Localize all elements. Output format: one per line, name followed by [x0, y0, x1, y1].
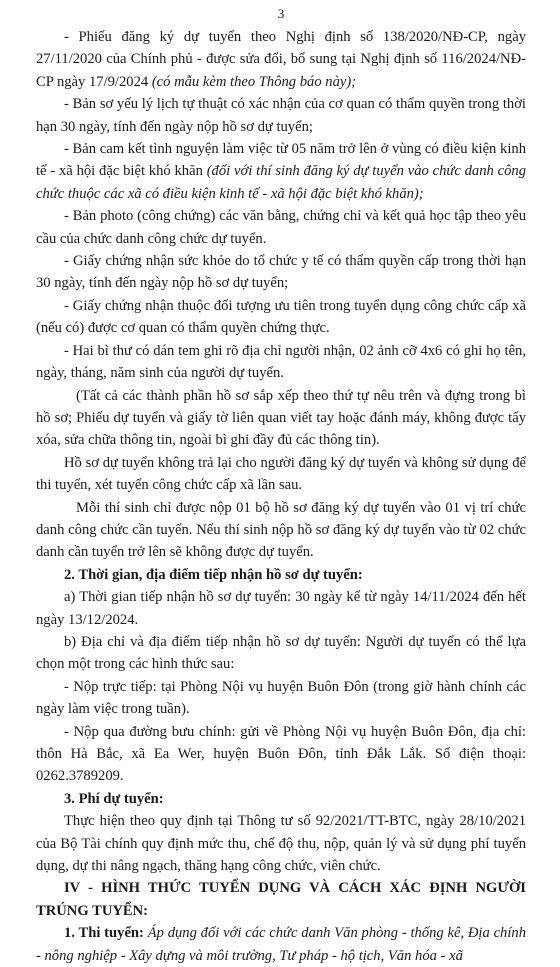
section-2-heading: 2. Thời gian, địa điểm tiếp nhận hồ sơ dự tuyển: [64, 566, 363, 583]
dossier-one-set: Mỗi thí sinh chỉ được nộp 01 bộ hồ sơ đăng ký dự tuyển vào 01 vị trí chức danh công chức cần tuyển. Nếu thí sinh nộp hồ sơ đăng ký dự tuyển vào từ 02 chức danh cần tuyển trở lên sẽ không được dự tuyển. [36, 499, 526, 561]
section-2-direct: - Nộp trực tiếp: tại Phòng Nội vụ huyện Buôn Đôn (trong giờ hành chính các ngày làm việc trong tuần). [36, 678, 526, 718]
section-4-exam [36, 922, 526, 967]
requirement-note: (có mẫu kèm theo Thông báo này); [151, 73, 357, 90]
section-3-body: Thực hiện theo quy định tại Thông tư số 92/2021/TT-BTC, ngày 28/10/2021 của Bộ Tài chính quy định mức thu, chế độ thu, nộp, quản lý và sử dụng phí tuyển dụng, dự thi nâng ngạch, thăng hạng công chức, viên chức. [36, 813, 526, 875]
requirement-diplomas: - Bản photo (công chứng) các văn bằng, chứng chỉ và kết quả học tập theo yêu cầu của chức danh công chức dự tuyển. [36, 208, 526, 247]
section-4-exam-body: Áp dụng đối với các chức danh Văn phòng - thống kê, Địa chính - nông nghiệp - Xây dựng và môi trường, Tư pháp - hộ tịch, Văn hóa - xã [36, 925, 526, 964]
requirement-text: - Phiếu đăng ký dự tuyển theo Nghị định số 138/2020/NĐ-CP, ngày 27/11/2020 của Chính phủ - được sửa đổi, bổ sung tại Nghị định số 116/2024/NĐ-CP ngày 17/9/2024 [36, 29, 526, 90]
requirement-note: (đối với thí sinh đăng ký dự tuyển vào chức danh công chức thuộc các xã có điều kiện kinh tế - xã hội đặc biệt khó khăn); [36, 163, 526, 202]
section-2-address: b) Địa chỉ và địa điểm tiếp nhận hồ sơ dự tuyển: Người dự tuyển có thể lựa chọn một trong các hình thức sau: [36, 633, 526, 673]
page-number: 3 [277, 6, 285, 21]
requirement-commitment [36, 138, 526, 205]
dossier-no-return: Hồ sơ dự tuyển không trả lại cho người đăng ký dự tuyển và không sử dụng để thi tuyển, xét tuyển công chức cấp xã lần sau. [36, 454, 526, 494]
requirement-cv: - Bản sơ yếu lý lịch tự thuật có xác nhận của cơ quan có thẩm quyền trong thời hạn 30 ngày, tính đến ngày nộp hồ sơ dự tuyển; [36, 96, 526, 135]
section-4-exam-label: 1. Thi tuyển: [64, 925, 144, 942]
section-3-heading: 3. Phí dự tuyển: [64, 790, 164, 807]
section-2-post: - Nộp qua đường bưu chính: gửi về Phòng Nội vụ huyện Buôn Đôn, địa chỉ: thôn Hà Bắc, xã Ea Wer, huyện Buôn Đôn, tỉnh Đắk Lắk. Số điện thoại: 0262.3789209. [36, 723, 526, 785]
requirement-health-certificate: - Giấy chứng nhận sức khỏe do tổ chức y tế có thẩm quyền cấp trong thời hạn 30 ngày, tính đến ngày nộp hồ sơ dự tuyển; [36, 253, 526, 292]
section-2-time: a) Thời gian tiếp nhận hồ sơ dự tuyển: 30 ngày kể từ ngày 14/11/2024 đến hết ngày 13/12/2024. [36, 589, 526, 628]
requirement-envelopes-photos: - Hai bì thư có dán tem ghi rõ địa chỉ người nhận, 02 ảnh cỡ 4x6 có ghi họ tên, ngày, tháng, năm sinh của người dự tuyển. [36, 342, 526, 382]
dossier-note: (Tất cả các thành phần hồ sơ sắp xếp theo thứ tự nêu trên và đựng trong bì hồ sơ; Phiếu dự tuyển và giấy tờ liên quan viết tay hoặc đánh máy, không được tẩy xóa, sửa chữa thông tin, ngoài bì ghi đầy đủ các thông tin). [36, 387, 526, 449]
requirement-text: - Bản cam kết tình nguyện làm việc từ 05 năm trở lên ở vùng có điều kiện kinh tế - xã hội đặc biệt khó khăn [36, 141, 526, 180]
requirement-registration-form [36, 26, 526, 93]
requirement-priority-certificate: - Giấy chứng nhận thuộc đối tượng ưu tiên trong tuyển dụng công chức cấp xã (nếu có) được cơ quan có thẩm quyền chứng thực. [36, 297, 526, 337]
section-4-heading: IV - HÌNH THỨC TUYỂN DỤNG VÀ CÁCH XÁC ĐỊNH NGƯỜI TRÚNG TUYỂN: [36, 880, 526, 919]
